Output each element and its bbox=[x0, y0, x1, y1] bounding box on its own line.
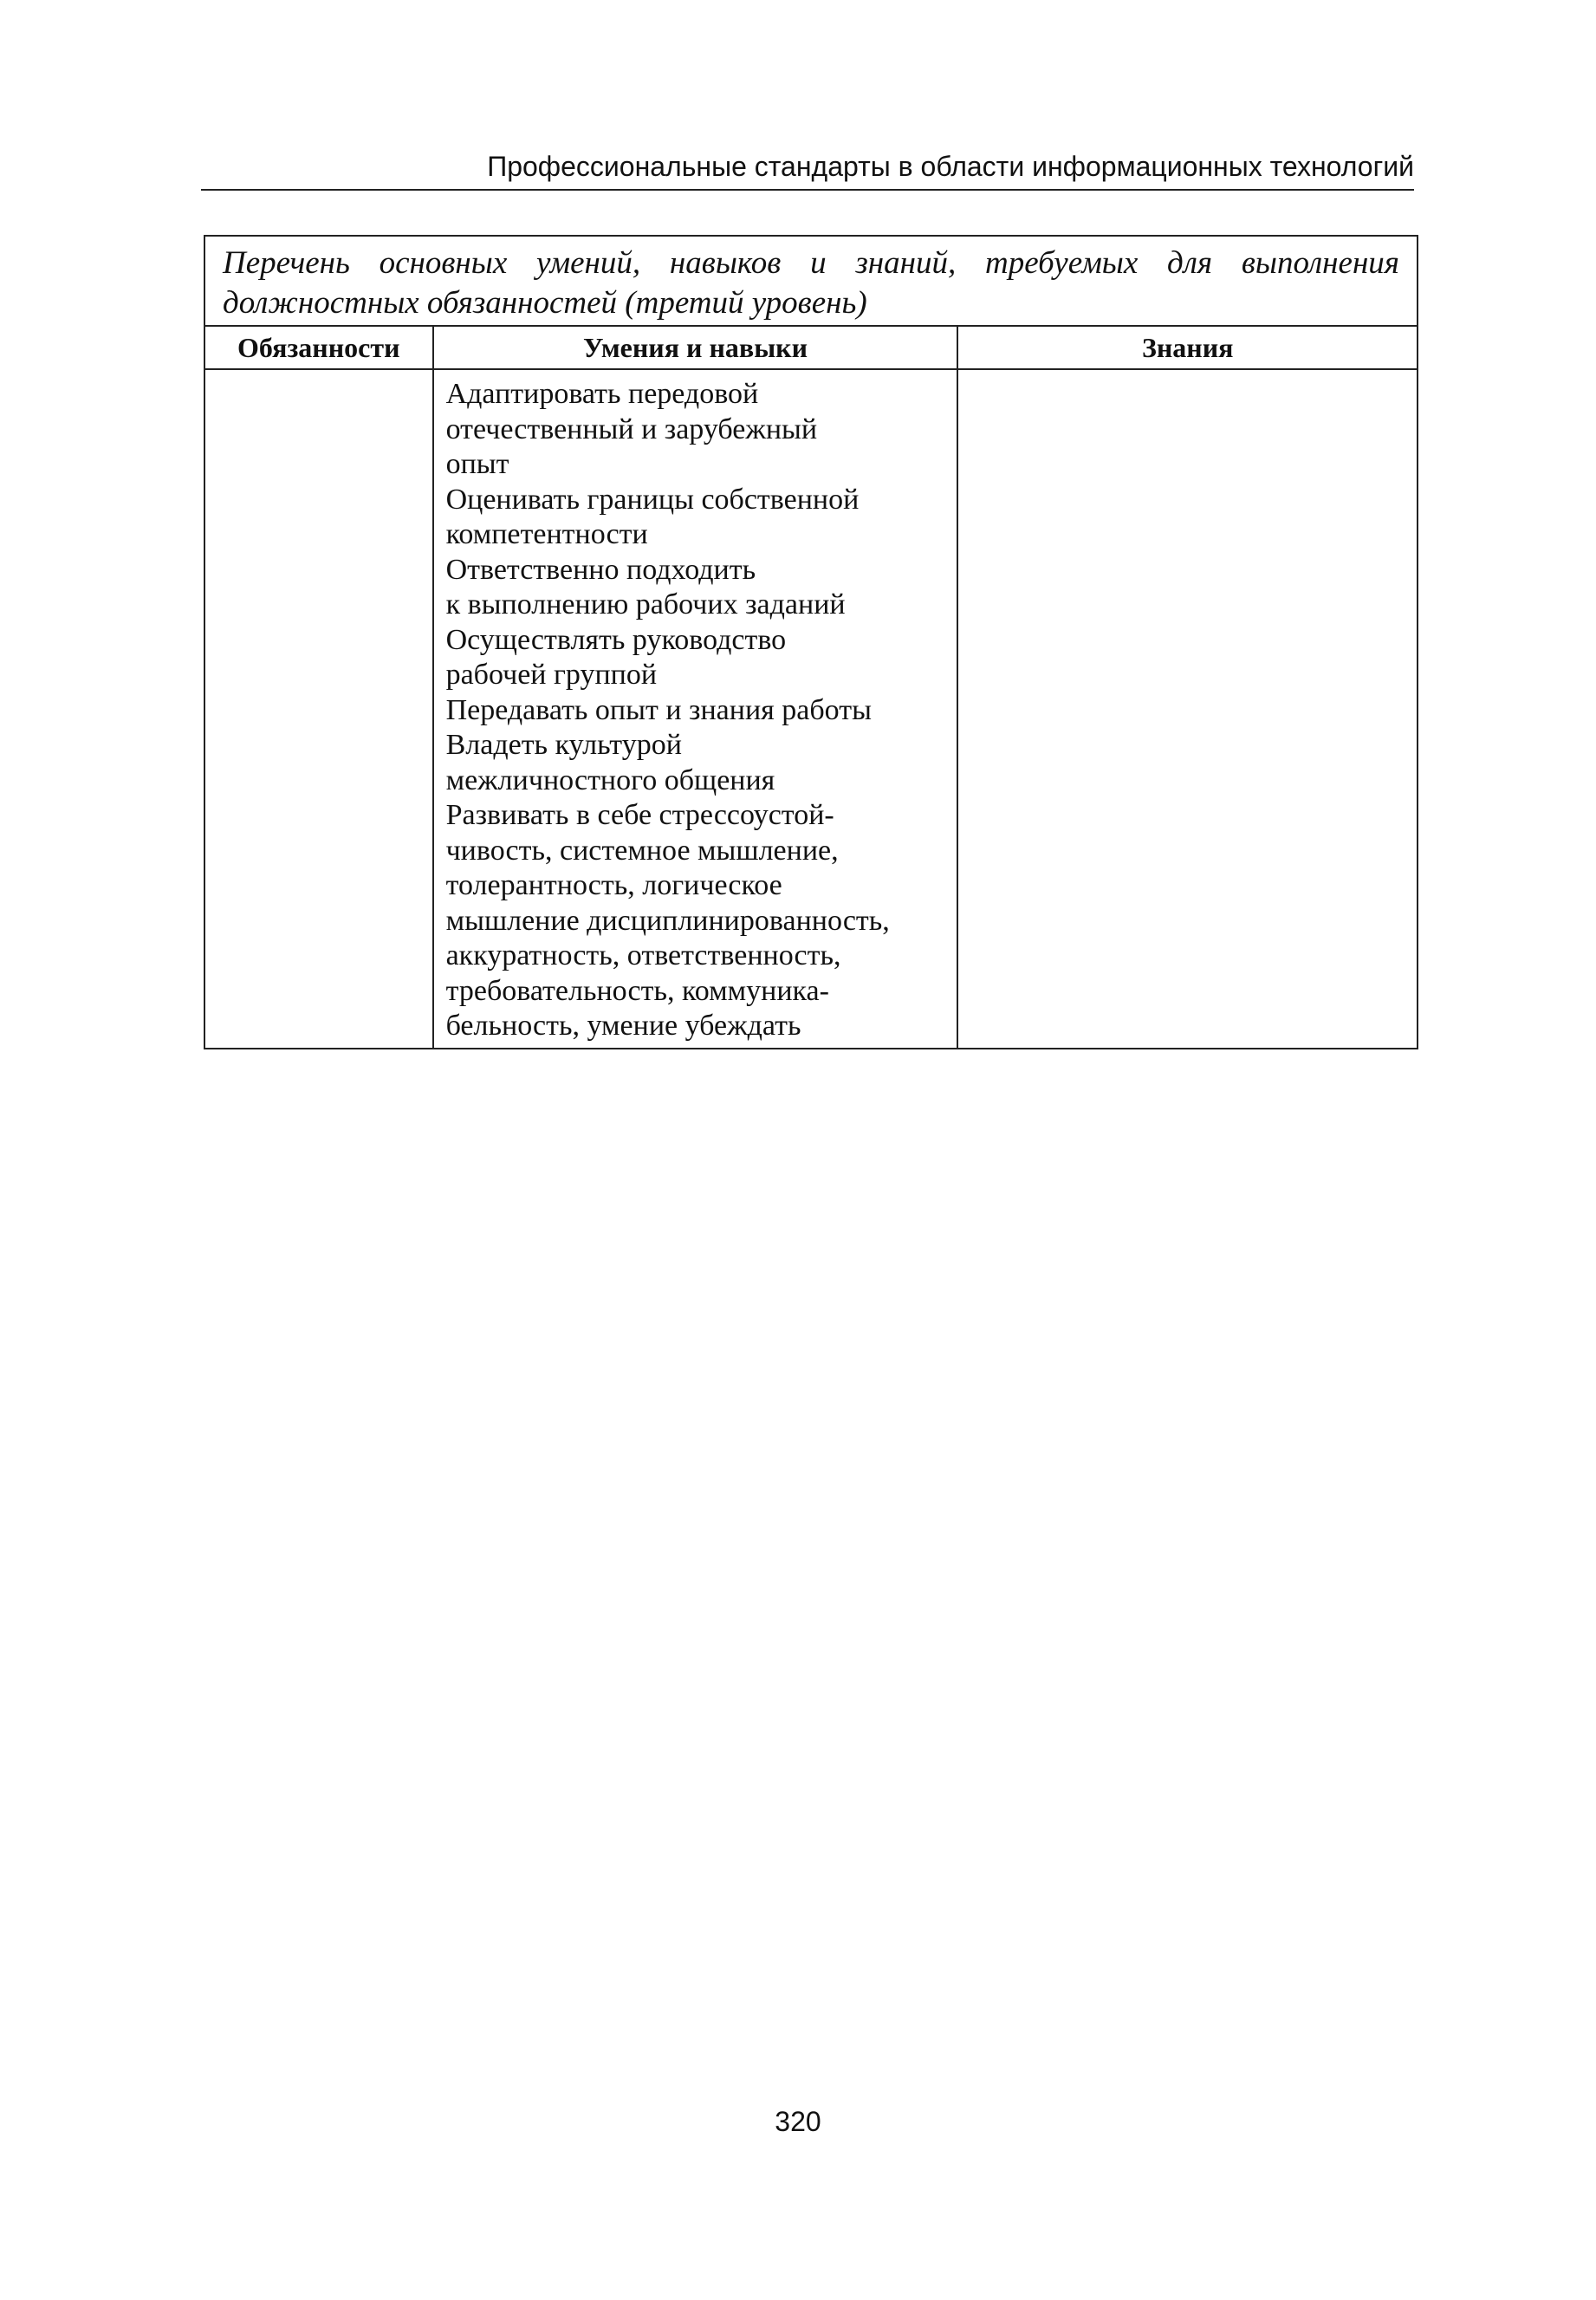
skill-line: компетентности bbox=[445, 518, 648, 550]
skill-line: аккуратность, ответственность, bbox=[445, 939, 841, 971]
skill-line: Оценивать границы собственной bbox=[445, 483, 860, 516]
skill-line: Владеть культурой bbox=[445, 729, 682, 761]
skill-line: толерантность, логическое bbox=[445, 869, 782, 901]
table-caption: Перечень основных умений, навыков и знаний, требуемых для выполнения должностных обязанностей (третий уровень) bbox=[204, 236, 1418, 326]
page-number: 320 bbox=[775, 2106, 821, 2137]
header-row bbox=[204, 326, 1418, 369]
table-row bbox=[204, 369, 1418, 1049]
skill-line: рабочей группой bbox=[445, 659, 658, 691]
header-duties: Обязанности bbox=[204, 326, 433, 369]
skill-line: отечественный и зарубежный bbox=[445, 413, 818, 445]
skill-line: Осуществлять руководство bbox=[445, 623, 787, 656]
skill-line: чивость, системное мышление, bbox=[445, 834, 839, 867]
skills-table bbox=[204, 235, 1418, 1049]
header-skills: Умения и навыки bbox=[433, 326, 958, 369]
skills-cell bbox=[433, 369, 958, 1049]
caption-row bbox=[204, 236, 1418, 326]
skill-line: к выполнению рабочих заданий bbox=[445, 588, 846, 620]
header-knowledge: Знания bbox=[957, 326, 1418, 369]
skill-line: Развивать в себе стрессоустой- bbox=[445, 799, 834, 831]
skill-line: Передавать опыт и знания работы bbox=[445, 693, 872, 726]
skill-line: Ответственно подходить bbox=[445, 553, 756, 586]
knowledge-cell bbox=[957, 369, 1418, 1049]
skill-line: Адаптировать передовой bbox=[445, 378, 759, 410]
skill-line: межличностного общения bbox=[445, 763, 775, 796]
skill-line: мышление дисциплинированность, bbox=[445, 904, 890, 937]
duties-cell bbox=[204, 369, 433, 1049]
skill-line: опыт bbox=[445, 448, 509, 480]
skill-line: бельность, умение убеждать bbox=[445, 1010, 801, 1042]
running-header: Профессиональные стандарты в области информационных технологий bbox=[201, 149, 1414, 191]
skill-line: требовательность, коммуника- bbox=[445, 974, 829, 1007]
